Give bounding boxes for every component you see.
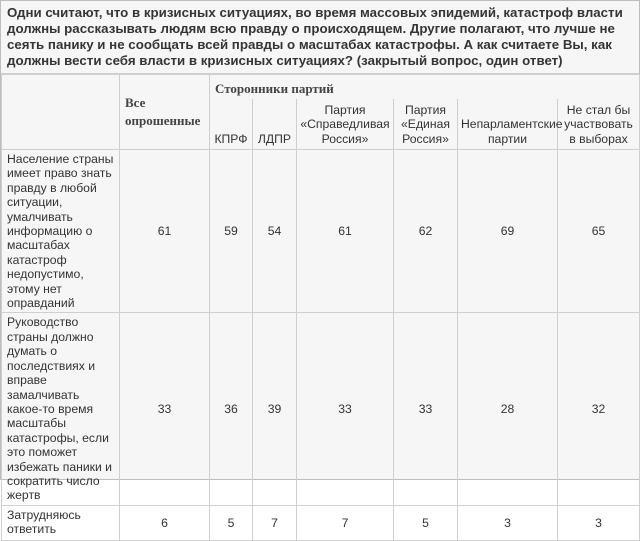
value-cell: 7 — [297, 505, 394, 540]
header-blank-cell — [2, 75, 120, 150]
value-cell: 36 — [210, 313, 253, 505]
table-row — [2, 150, 640, 313]
question-text: Одни считают, что в кризисных ситуациях, во время массовых эпидемий, катастроф власти должны рассказывать людям всю правду о происходящем. Другие полагают, что лучше не сеять панику и не сообщать всей правды о масштабах катастрофы. А как считаете Вы, как должны вести себя власти в кризисных ситуациях? (закрытый вопрос, один ответ) — [1, 1, 639, 74]
value-cell: 3 — [558, 505, 640, 540]
value-cell: 7 — [253, 505, 297, 540]
value-cell: 61 — [297, 150, 394, 313]
table-row — [2, 313, 640, 505]
header-party-sr: Партия «Справедливая Россия» — [297, 99, 394, 150]
value-cell: 65 — [558, 150, 640, 313]
value-cell: 3 — [458, 505, 558, 540]
header-party-er: Партия «Единая Россия» — [394, 99, 458, 150]
results-table — [1, 74, 640, 541]
header-party-supporters: Сторонники партий — [210, 75, 640, 99]
value-cell: 54 — [253, 150, 297, 313]
value-cell: 61 — [120, 150, 210, 313]
value-cell: 32 — [558, 313, 640, 505]
header-party-ldpr: ЛДПР — [253, 99, 297, 150]
value-cell: 59 — [210, 150, 253, 313]
row-label: Руководство страны должно думать о последствиях и вправе замалчивать какое-то время масштабы катастрофы, если это поможет избежать паники и сократить число жертв — [2, 313, 120, 505]
row-label: Затрудняюсь ответить — [2, 505, 120, 540]
header-party-nonparliamentary: Непарламентские партии — [458, 99, 558, 150]
header-party-kprf: КПРФ — [210, 99, 253, 150]
header-all-respondents: Все опрошенные — [120, 75, 210, 150]
value-cell: 33 — [394, 313, 458, 505]
header-party-nonvoters: Не стал бы участвовать в выборах — [558, 99, 640, 150]
value-cell: 28 — [458, 313, 558, 505]
value-cell: 39 — [253, 313, 297, 505]
value-cell: 6 — [120, 505, 210, 540]
value-cell: 5 — [394, 505, 458, 540]
header-row-top — [2, 75, 640, 99]
value-cell: 69 — [458, 150, 558, 313]
value-cell: 33 — [120, 313, 210, 505]
value-cell: 5 — [210, 505, 253, 540]
value-cell: 33 — [297, 313, 394, 505]
row-label: Население страны имеет право знать правду в любой ситуации, умалчивать информацию о масштабах катастроф недопустимо, этому нет оправданий — [2, 150, 120, 313]
table-row — [2, 505, 640, 540]
value-cell: 62 — [394, 150, 458, 313]
